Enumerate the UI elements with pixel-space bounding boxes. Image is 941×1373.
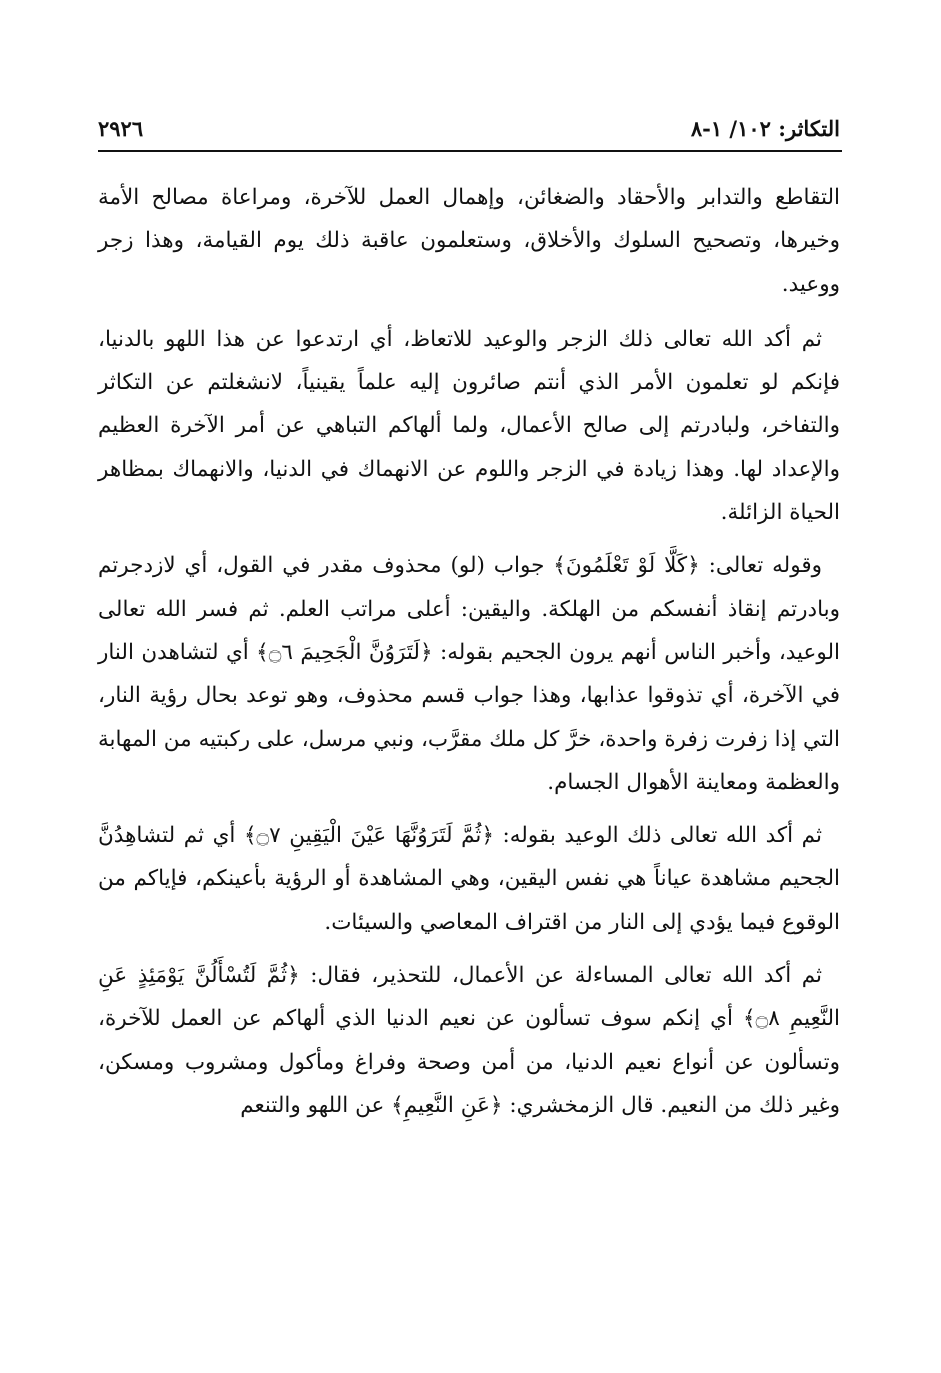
page-body [98, 176, 840, 1137]
header-rule [98, 150, 842, 152]
paragraph-1: التقاطع والتدابر والأحقاد والضغائن، وإهمال العمل للآخرة، ومراعاة مصالح الأمة وخيرها، وتصحيح السلوك والأخلاق، وستعلمون عاقبة ذلك يوم القيامة، وهذا زجر ووعيد. [98, 185, 840, 297]
paragraph-3: وقوله تعالى: ﴿كَلَّا لَوْ تَعْلَمُونَ﴾ جواب (لو) محذوف مقدر في القول، أي لازدجرتم وبادرتم إنقاذ أنفسكم من الهلكة. واليقين: أعلى مراتب العلم. ثم فسر الله تعالى الوعيد، وأخبر الناس أنهم يرون الجحيم بقوله: ﴿لَتَرَوُنَّ الْجَحِيمَ ۝٦﴾ أي لتشاهدن النار في الآخرة، أي تذوقوا عذابها، وهذا جواب قسم محذوف، وهو توعد بحال رؤية النار، التي إذا زفرت زفرة واحدة، خرَّ كل ملك مقرَّب، ونبي مرسل، على ركبتيه من المهابة والعظمة ومعاينة الأهوال الجسام. [98, 553, 841, 795]
paragraph-5: ثم أكد الله تعالى المساءلة عن الأعمال، للتحذير، فقال: ﴿ثُمَّ لَتُسْأَلُنَّ يَوْمَئِذٍ عَنِ النَّعِيمِ ۝٨﴾ أي إنكم سوف تسألون عن نعيم الدنيا الذي ألهاكم عن العمل للآخرة، وتسألون عن أنواع نعيم الدنيا، من أمن وصحة وفراغ ومأكول ومشروب ومسكن، وغير ذلك من النعيم. قال الزمخشري: ﴿عَنِ النَّعِيمِ﴾ عن اللهو والتنعم [98, 963, 840, 1118]
paragraph-4: ثم أكد الله تعالى ذلك الوعيد بقوله: ﴿ثُمَّ لَتَرَوُنَّهَا عَيْنَ الْيَقِينِ ۝٧﴾ أي ثم لتشاهِدُنَّ الجحيم مشاهدة عياناً هي نفس اليقين، وهي المشاهدة أو الرؤية بأعينكم، فإياكم من الوقوع فيما يؤدي إلى النار من اقتراف المعاصي والسيئات. [98, 823, 840, 935]
paragraph-2: ثم أكد الله تعالى ذلك الزجر والوعيد للاتعاظ، أي ارتدعوا عن هذا اللهو بالدنيا، فإنكم لو تعلمون الأمر الذي أنتم صائرون إليه علماً يقينياً، لانشغلتم عن التكاثر والتفاخر، ولبادرتم إلى صالح الأعمال، ولما ألهاكم التباهي عن أمر الآخرة العظيم والإعداد لها. وهذا زيادة في الزجر واللوم عن الانهماك في الدنيا، والانهماك بمظاهر الحياة الزائلة. [98, 326, 840, 526]
surah-reference: التكاثر: ١٠٢/ ١-٨ [690, 116, 840, 141]
running-header [98, 112, 840, 148]
page-number: ٢٩٢٦ [98, 116, 144, 141]
